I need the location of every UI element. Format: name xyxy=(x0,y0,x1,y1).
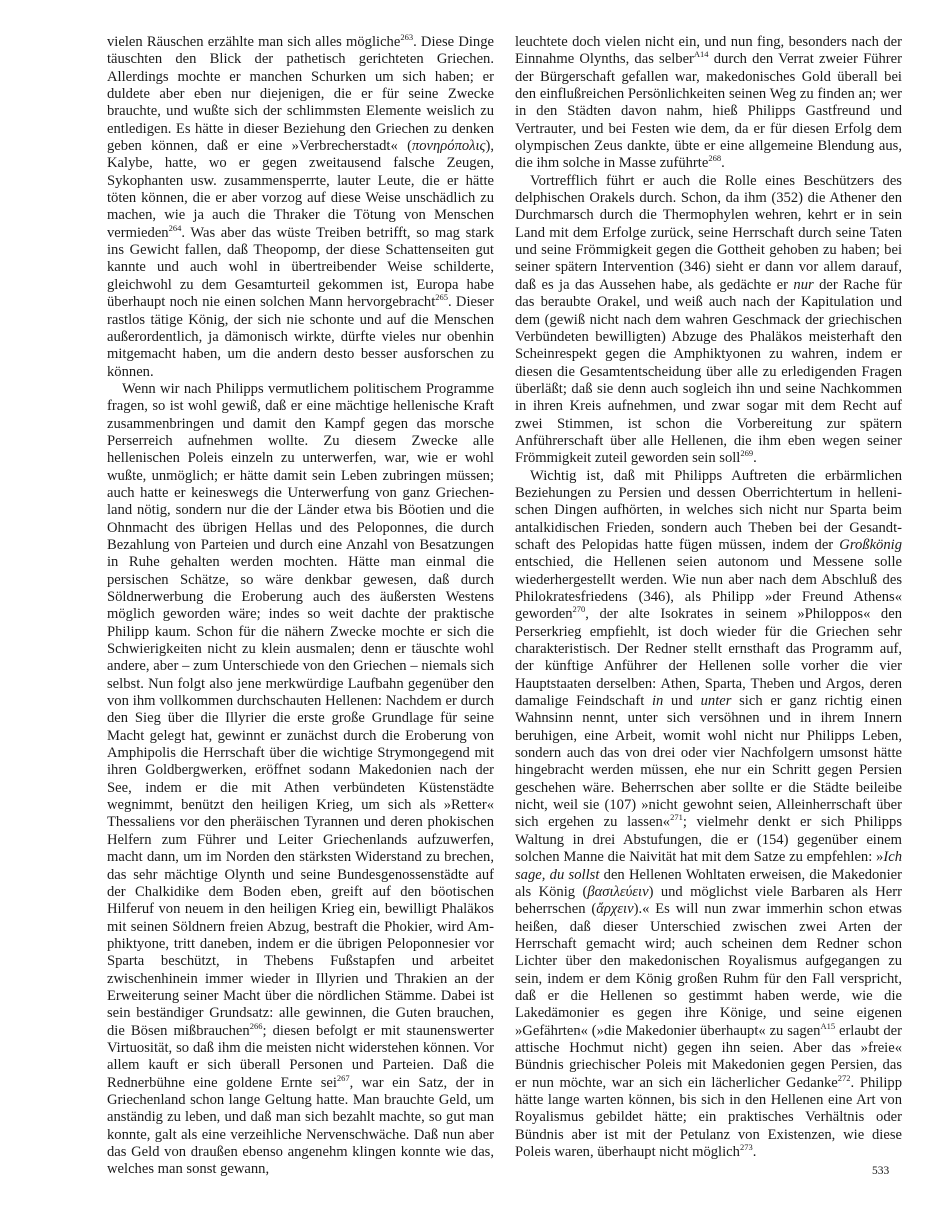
text-run: . Was aber das wüste Treiben betrifft, so mag stark ins Gewicht fallen, daß Theopomp, der diese Schattenseiten gut kannte und auch wohl in übertreibender Weise schilderte, gleichwohl zu dem Gesamturteil gekommen ist, Europa habe überhaupt noch nie einen solchen Mann hervorgebracht xyxy=(107,224,494,311)
text-run: sich er ganz richtig einen Wahnsinn nennt, unter sich versöhnen und in ihrem Innern beruhigen, eine Arbeit, womit wohl nicht nur Philipps Leben, sondern auch das von drei oder vier Nachfolgern umsonst hätte hingebracht werden müssen, ehe nur ein Schritt gegen Persien geschehen wäre. Beherrschen aber sollte er die Städte beileibe nicht, weil sie (107) »nicht gewohnt seien, Alleinherrschaft über sich ergehen zu lassen« xyxy=(515,693,902,831)
text-run: entschied, die Hellenen seien autonom und Messene solle wiederhergestellt werden. Wie nun aber nach dem Abschluß des Philokratesfriedens (346), als Philipp »der Freund Athens« geworden xyxy=(515,554,902,623)
text-run: leuchtete doch vielen nicht ein, und nun fing, besonders nach der Einnahme Olynths, das selber xyxy=(515,34,902,68)
text-run: . Diese Dinge täuschten den Blick der pathetisch gerichteten Griechen. Allerdings mochte er manchen Schurken um sich haben; er duldete aber eben nur diejenigen, die er für seine Zwecke brauchte, und wußte sich der schlimmsten Elemente weislich zu entledigen. Es hätte in dieser Beziehung den Griechen zu denken geben können, daß er eine »Verbrecherstadt« ( xyxy=(107,34,494,155)
text-run: Vortrefflich führt er auch die Rolle eines Beschützers des delphischen Orakels durch. Schon, da ihm (352) die Athener den Durchmarsch durch die Thermophylen wehren, kehrt er in sein Land mit dem Erfolge zurück, seine Herrschaft durch seine Taten und seine Frömmigkeit gegen die Gottheit gehoben zu haben; bei seiner spätern Intervention (346) sieht er dann vor allem darauf, daß es ja das Aussehen habe, als gedächte er xyxy=(515,172,902,293)
emphasis-text: βασιλεύειν xyxy=(587,883,649,900)
text-run: ; vielmehr denkt er sich Philipps Waltung in drei Abstufungen, die er (154) gegenüber einem solchen Manne die Naivität hat mit dem Satze zu empfehlen: » xyxy=(515,814,902,866)
footnote-reference: 266 xyxy=(249,1020,263,1031)
text-run: . Dieser rastlos tätige König, der sich nie schonte und auf die Menschen außerordentlich, ja dämonisch wirkte, dürfte vieles nur obenhin mitgemacht haben, um die andern desto besser ausforschen zu können. xyxy=(107,294,495,380)
text-run: den Hellenen Wohltaten erweisen, die Makedonier als König ( xyxy=(515,866,902,900)
right-text-column xyxy=(515,34,902,1161)
text-run: Wenn wir nach Philipps vermutlichem politischem Programme fragen, so ist wohl gewiß, daß er eine mächtige hellenische Kraft zusammenbringen und damit den Kampf gegen das morsche Perserreich aufnehmen wollte. Zu diesem Zwecke alle hellenischen Poleis einzeln zu unterwerfen, war, wie er wohl wußte, unmöglich; er hätte damit sein Leben zubringen müssen; auch hatte er keineswegs die Unterwerfung von ganz Griechenland nötig, sondern nur die der Länder etwa bis Böotien und die Ohnmacht des übrigen Hellas und des Peloponnes, die durch Bezahlung von Parteien und durch eine Anzahl von Besatzungen in Ruhe gehalten werden mochten. Hätte man einmal die persischen Schätze, so wäre denkbar gewesen, daß durch Söldnerwerbung die Eroberung auch des äußersten Westens möglich geworden wäre; indes so weit dachte der praktische Philipp kaum. Schon für die nähern Zwecke mochte er sich die Schwierigkeiten nicht zu klein ausmalen; denn er täuschte wohl andere, aber – zum Unterschiede von den Griechen – niemals sich selbst. Nun folgt also jene merkwürdige Laufbahn gegenüber den von ihm vollkommen durchschauten Hellenen: Nachdem er durch den Sieg über die Illyrier die erste große Grundlage für seine Macht gelegt hat, gewinnt er zunächst durch die Eroberung von Amphipolis die Herrschaft über die wichtige Strymongegend mit ihren Goldbergwerken, eröffnet sodann Makedonien nach der See, indem er die mit Athen verbündeten Küstenstädte wegnimmt, benützt den heiligen Krieg, um sich als »Retter« Thessaliens vor den pheräischen Tyrannen und deren phokischen Helfern zum Führer und Leiter Griechenlands aufzuwerfen, macht dann, um im Norden den stärksten Widerstand zu brechen, das sehr mächtige Olynth und seine Bundesgenossenstädte auf der Chalkidike dem Boden eben, greift auf den böotischen Hilferuf von neuem in den heiligen Krieg ein, bewilligt Phaläkos mit seinen Söldnern freien Abzug, bestraft die Phokier, wird Amphiktyone, tritt daneben, indem er die übrigen Peloponnesier vor Sparta beschützt, in Thebens Fußstapfen und arbeitet zwischenhinein immer wieder in Illyrien und Thrakien an der Erweiterung seiner Macht über die nördlichen Stämme. Dabei ist sein beständiger Grundsatz: alle gewinnen, die Guten brauchen, die Bösen mißbrauchen xyxy=(107,380,494,1039)
text-run: , war ein Satz, der in Griechenland schon lange Geltung hatte. Man brauchte Geld, um anständig zu leben, und daß man sich bezahlt machte, so gut man konnte, galt als eine verzeihliche Nervenschwäche. Daß nun aber das Geld von draußen ebenso angenehm klingen konnte wie das, welches man sonst gewann, xyxy=(107,1074,494,1178)
footnote-reference: 269 xyxy=(740,448,754,459)
emphasis-text: πονηρόπολις xyxy=(411,138,486,155)
text-run: ), Kalybe, hatte, wo er gegen zweitausend falsche Zeugen, Sykophanten usw. zusammensperrte, lauter Leute, die er hätte töten können, die er aber vorzog auf diese Weise unschädlich zu machen, wie ja auch die Thraker die Tötung von Menschen vermieden xyxy=(107,138,494,241)
page-number: 533 xyxy=(872,1165,890,1177)
footnote-reference: A14 xyxy=(693,49,709,60)
emphasis-text: nur xyxy=(793,276,814,293)
paragraph xyxy=(515,173,902,468)
footnote-reference: 272 xyxy=(837,1072,851,1083)
text-run: . Philipp hätte lange warten können, bis sich in den Hellenen eine Art von Royalismus gebildet hätte; ein praktisches Verhältnis oder Bündnis aber ist mit der Petulanz von Existenzen, wie diese Poleis waren, überhaupt nicht möglich xyxy=(515,1074,903,1160)
left-text-column xyxy=(107,34,494,1179)
footnote-reference: 273 xyxy=(739,1142,753,1153)
text-run: . xyxy=(752,1144,757,1160)
footnote-reference: 268 xyxy=(708,153,722,164)
footnote-reference: 264 xyxy=(168,222,182,233)
emphasis-text: in xyxy=(651,693,664,710)
footnote-reference: 270 xyxy=(572,604,586,615)
paragraph xyxy=(515,34,902,173)
footnote-reference: 267 xyxy=(336,1072,350,1083)
text-run: . xyxy=(753,450,757,467)
text-run: ).« Es will nun zwar immerhin schon etwas heißen, daß dieser Unterschied zwischen zwei Arten der Herrschaft gemacht wird; auch scheinen dem Redner schon Lichter über den makedonischen Royalismus aufgegangen zu sein, indem er dem König großen Ruhm für den Fall verspricht, daß er die Hellenen so gestimmt haben werde, wie die Lakedämonier es gegen ihre Könige, und seine eigenen »Gefährten« (»die Makedonier überhaupt« zu sagen xyxy=(515,901,902,1039)
footnote-reference: 271 xyxy=(670,812,683,823)
text-run: , der alte Isokrates in seinem »Philoppos« den Perserkrieg empfiehlt, ist doch wieder für die Griechen sehr charakteristisch. Der Redner stellt ernsthaft das Programm auf, der künftige Anführer der Hellenen solle vorher die vier Hauptstaaten derselben: Athen, Sparta, Theben und Argos, deren damalige Feindschaft xyxy=(515,606,902,710)
text-run: erlaubt der attische Hochmut nicht) gegen ihn seien. Aber das »freie« Bündnis griechischer Poleis mit Makedonien gegen Persien, das er nun möchte, war an sich ein lächerlicher Gedanke xyxy=(515,1022,902,1091)
footnote-reference: A15 xyxy=(820,1020,836,1031)
text-run: und xyxy=(663,693,701,710)
text-run: . xyxy=(721,155,725,172)
text-run: vielen Räuschen erzählte man sich alles mögliche xyxy=(107,34,401,50)
text-run: ; diesen befolgt er mit staunenswerter Virtuosität, so daß ihm die meisten nicht widerstehen können. Vor allem kauft er sich überall Personen und Parteien. Daß die Rednerbühne eine goldene Ernte sei xyxy=(107,1022,494,1091)
text-run: ) und möglichst viele Barbaren als Herr beherrschen ( xyxy=(515,883,902,918)
paragraph xyxy=(107,381,494,1179)
emphasis-text: Großkönig xyxy=(839,536,902,553)
footnote-reference: 263 xyxy=(400,32,414,43)
footnote-reference: 265 xyxy=(435,292,449,303)
text-run: durch den Verrat zweier Führer der Bürgerschaft gefallen war, makedonisches Gold überall bei den einflußreichen Persönlichkeiten seinen Weg zu finden an; wer in den Städten davon nahm, hieß Philipps Gastfreund und Vertrauter, und bei Festen wie dem, da er für diesen Erfolg dem olympischen Zeus dankte, übte er eine allgemeine Blendung aus, die ihm solche in Masse zuführte xyxy=(515,51,902,172)
text-run: der Rache für das beraubte Orakel, und weiß auch nach der Kapitulation und dem (gewiß nicht nach dem wahren Geschmack der griechischen Verbündeten bewilligten) Abzuge des Phaläkos meisterhaft den Scheinrespekt gegen die Amphiktyonen zu wahren, indem er diesen die Gesamtentscheidung über alle zu erledigenden Fragen überläßt; daß sie denn auch sogleich ihn und seine Nachkommen in ihren Kreis aufnehmen, und zwar sogar mit dem Recht auf zwei Stimmen, ist schon die Vorbereitung zur spätern Anführerschaft über alle Hellenen, die ihm eben wegen seiner Frömmigkeit zuteil geworden sein soll xyxy=(515,276,902,467)
emphasis-text: Ich sage, du sollst xyxy=(515,849,902,883)
emphasis-text: unter xyxy=(700,693,732,710)
text-run: Wichtig ist, daß mit Philipps Auftreten die erbärmlichen Beziehungen zu Persien und dessen Oberrichtertum in hellenischen Dingen aufhörten, in welches sich nicht nur Sparta beim antalkidischen Frieden, sondern auch Theben bei der Gesandtschaft des Pelopidas hatte fügen müssen, indem der xyxy=(515,467,902,553)
emphasis-text: ἄρχειν xyxy=(596,901,634,918)
paragraph xyxy=(107,34,494,381)
paragraph xyxy=(515,468,902,1162)
